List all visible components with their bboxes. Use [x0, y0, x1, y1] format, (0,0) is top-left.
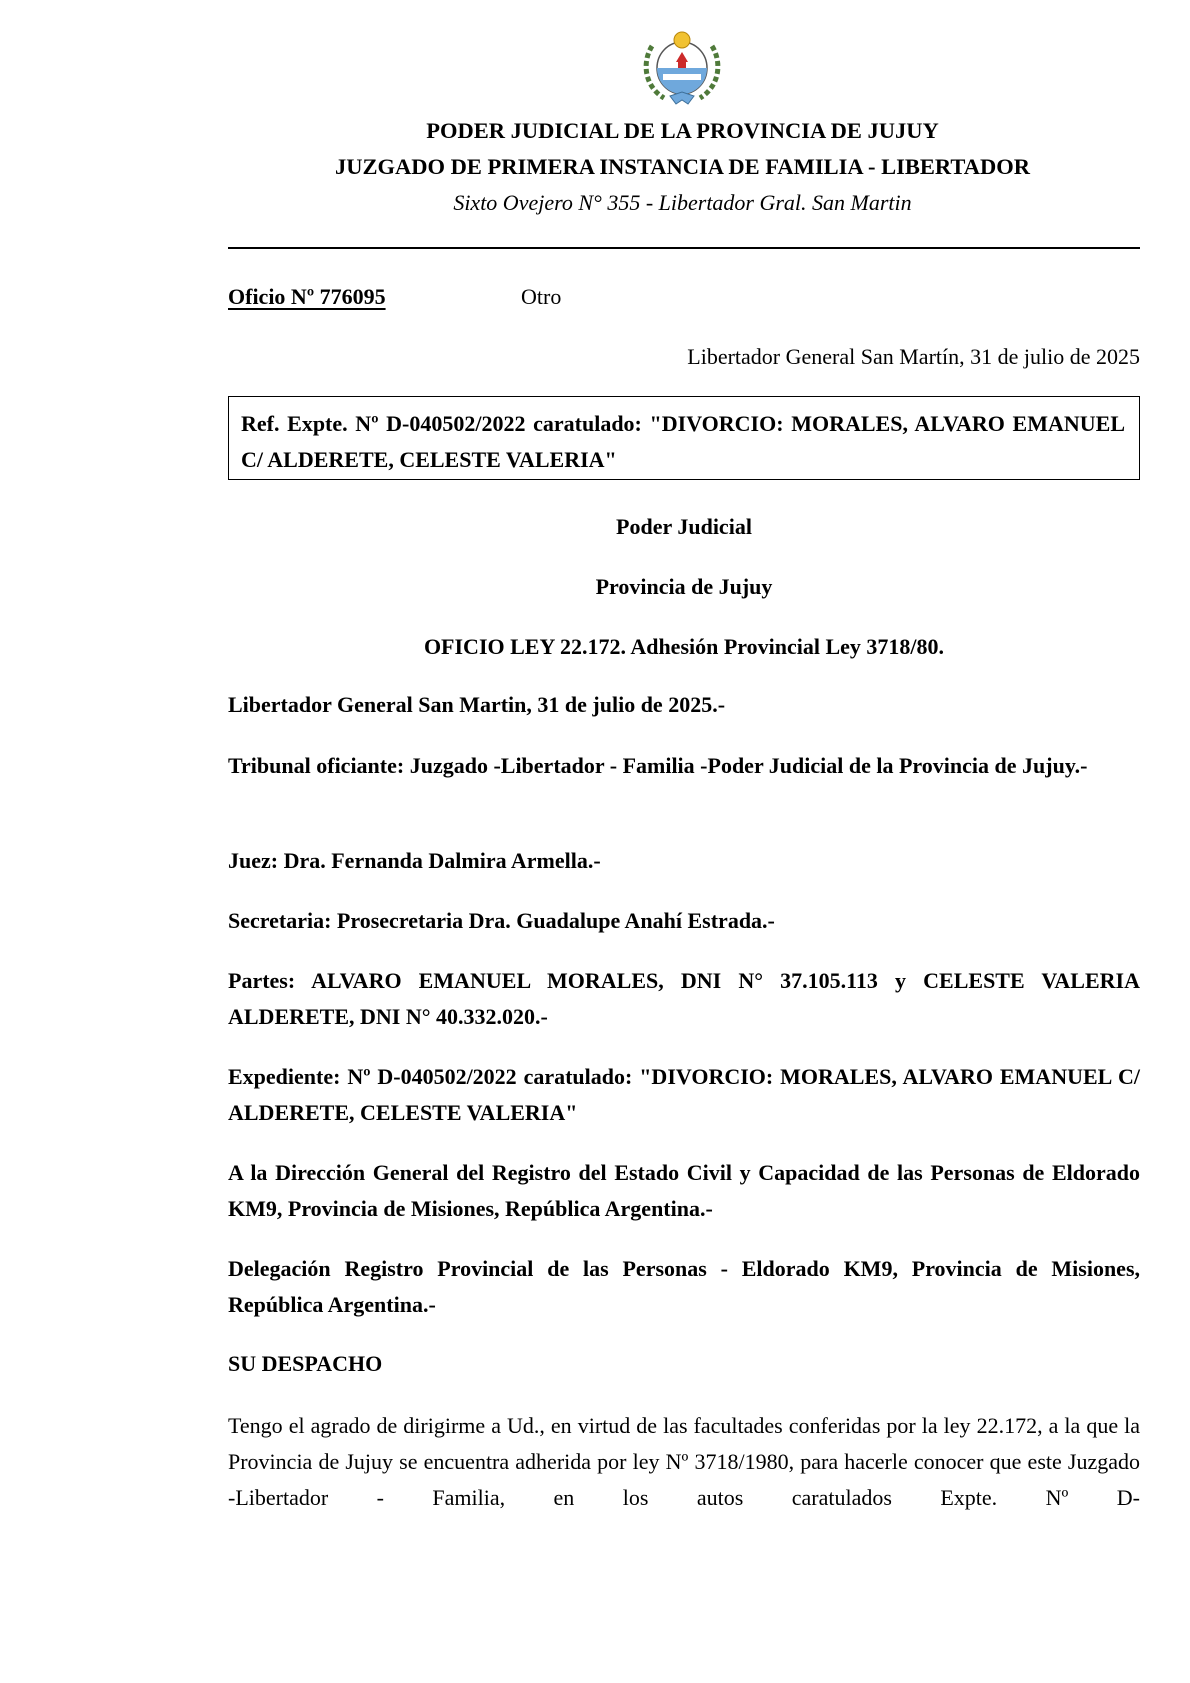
court-title: JUZGADO DE PRIMERA INSTANCIA DE FAMILIA - LIBERTADOR — [335, 154, 1030, 179]
parties-line: Partes: ALVARO EMANUEL MORALES, DNI N° 37.105.113 y CELESTE VALERIA ALDERETE, DNI N° 40.332.020.- — [228, 968, 1140, 1029]
judge-line: Juez: Dra. Fernanda Dalmira Armella.- — [228, 848, 601, 873]
addressee-line: A la Dirección General del Registro del Estado Civil y Capacidad de las Personas de Eldorado KM9, Provincia de Misiones, República Argentina.- — [228, 1160, 1140, 1221]
title-oficio-ley: OFICIO LEY 22.172. Adhesión Provincial Ley 3718/80. — [423, 634, 945, 659]
oficio-type: Otro — [521, 284, 562, 309]
place-date: Libertador General San Martín, 31 de julio de 2025 — [687, 344, 1140, 369]
tribunal-line: Tribunal oficiante: Juzgado -Libertador - Familia -Poder Judicial de la Provincia de Jujuy.- — [228, 753, 1088, 778]
expediente-line: Expediente: Nº D-040502/2022 caratulado: "DIVORCIO: MORALES, ALVARO EMANUEL C/ ALDERETE, CELESTE VALERIA" — [228, 1064, 1140, 1125]
title-provincia: Provincia de Jujuy — [595, 574, 773, 599]
court-address: Sixto Ovejero N° 355 - Libertador Gral. San Martin — [453, 190, 912, 215]
oficio-number: Oficio Nº 776095 — [228, 284, 386, 309]
reference-box — [228, 396, 1140, 480]
institution-title: PODER JUDICIAL DE LA PROVINCIA DE JUJUY — [426, 118, 939, 143]
body-paragraph: Tengo el agrado de dirigirme a Ud., en virtud de las facultades conferidas por la ley 22.172, a la que la Provincia de Jujuy se encuentra adherida por ley Nº 3718/1980, para hacerle conocer que este Juzgado -Libertador - Familia, en los autos caratulados Expte. Nº D- — [228, 1413, 1140, 1510]
header-divider — [228, 247, 1140, 249]
date-line: Libertador General San Martin, 31 de julio de 2025.- — [228, 692, 726, 717]
delegation-line: Delegación Registro Provincial de las Personas - Eldorado KM9, Provincia de Misiones, República Argentina.- — [228, 1256, 1140, 1317]
salutation: SU DESPACHO — [228, 1351, 383, 1376]
reference-text: Ref. Expte. Nº D-040502/2022 caratulado: "DIVORCIO: MORALES, ALVARO EMANUEL C/ ALDERETE, CELESTE VALERIA" — [241, 411, 1125, 472]
secretary-line: Secretaria: Prosecretaria Dra. Guadalupe Anahí Estrada.- — [228, 908, 775, 933]
title-poder-judicial: Poder Judicial — [616, 514, 752, 539]
coat-of-arms-icon — [638, 26, 726, 108]
